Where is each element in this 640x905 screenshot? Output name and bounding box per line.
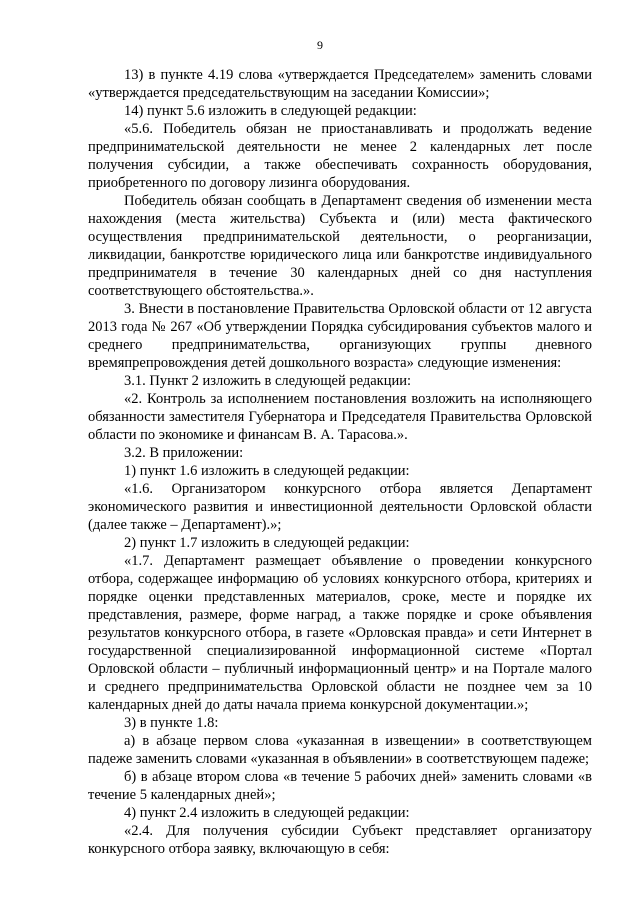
paragraph: а) в абзаце первом слова «указанная в извещении» в соответствующем падеже заменить словами «указанная в объявлении» в соответствующем падеже; xyxy=(88,733,592,767)
paragraph: 14) пункт 5.6 изложить в следующей редакции: xyxy=(124,103,417,119)
paragraph: «2. Контроль за исполнением постановления возложить на исполняющего обязанности заместителя Губернатора и Председателя Правительства Орловской области по экономике и финансам В. А. Тарасова.». xyxy=(88,391,592,443)
paragraph: 13) в пункте 4.19 слова «утверждается Председателем» заменить словами «утверждается председательствующим на заседании Комиссии»; xyxy=(88,67,592,101)
paragraph: «1.7. Департамент размещает объявление о проведении конкурсного отбора, содержащее информацию об условиях конкурсного отбора, критериях и порядке оценки представленных материалов, сроке, месте и порядке их представления, размере, форме наград, а также порядке и сроке объявления результатов конкурсного отбора, в газете «Орловская правда» и сети Интернет в государственной специализированной информационной системе «Портал Орловской области – публичный информационный центр» и на Портале малого и среднего предпринимательства Орловской области не позднее чем за 10 календарных дней до даты начала приема конкурсной документации.»; xyxy=(88,553,592,713)
paragraph: 1) пункт 1.6 изложить в следующей редакции: xyxy=(124,463,410,479)
paragraph: б) в абзаце втором слова «в течение 5 рабочих дней» заменить словами «в течение 5 календарных дней»; xyxy=(88,769,592,803)
page-number: 9 xyxy=(317,38,323,52)
paragraph: «5.6. Победитель обязан не приостанавливать и продолжать ведение предпринимательской деятельности не менее 2 календарных лет после получения субсидии, а также обеспечивать сохранность оборудования, приобретенного по договору лизинга оборудования. xyxy=(88,121,592,191)
paragraph: 4) пункт 2.4 изложить в следующей редакции: xyxy=(124,805,410,821)
paragraph: 3) в пункте 1.8: xyxy=(124,715,219,731)
paragraph: «2.4. Для получения субсидии Субъект представляет организатору конкурсного отбора заявку, включающую в себя: xyxy=(88,823,592,857)
paragraph: 3.1. Пункт 2 изложить в следующей редакции: xyxy=(124,373,412,389)
paragraph: 3. Внести в постановление Правительства Орловской области от 12 августа 2013 года № 267 «Об утверждении Порядка субсидирования субъектов малого и среднего предпринимательства, организующих группы дневного времяпрепровождения детей дошкольного возраста» следующие изменения: xyxy=(88,301,592,371)
paragraph: «1.6. Организатором конкурсного отбора является Департамент экономического развития и инвестиционной деятельности Орловской области (далее также – Департамент).»; xyxy=(88,481,592,533)
paragraph: 3.2. В приложении: xyxy=(124,445,244,461)
document-body xyxy=(88,66,592,858)
paragraph: 2) пункт 1.7 изложить в следующей редакции: xyxy=(124,535,410,551)
paragraph: Победитель обязан сообщать в Департамент сведения об изменении места нахождения (места жительства) Субъекта и (или) места фактического осуществления предпринимательской деятельности, о реорганизации, ликвидации, банкротстве юридического лица или банкротстве индивидуального предпринимателя в течение 30 календарных дней со дня наступления соответствующего обстоятельства.». xyxy=(88,193,592,299)
